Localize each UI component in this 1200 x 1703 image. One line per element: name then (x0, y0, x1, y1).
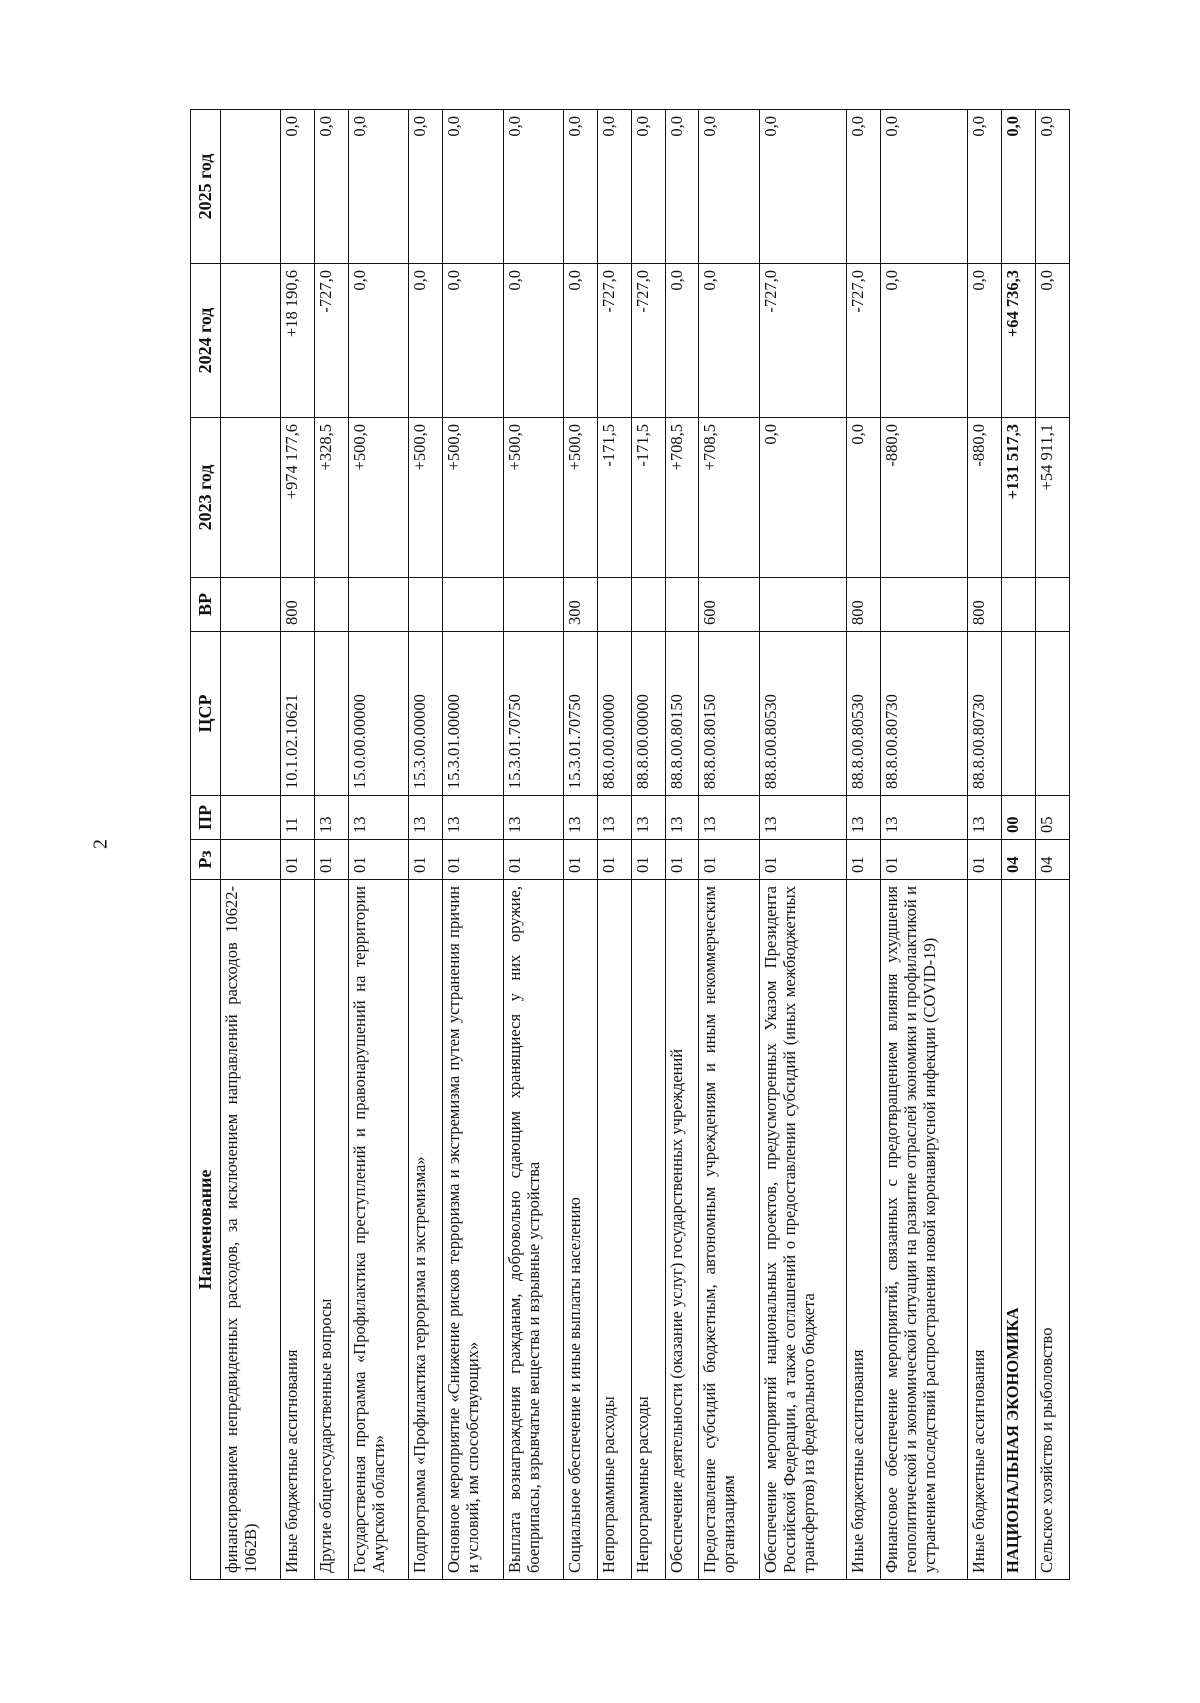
cell-vr: 800 (968, 578, 1002, 632)
cell-2025: 0,0 (315, 110, 349, 264)
cell-rz: 01 (598, 840, 632, 880)
header-rz: Рз (191, 840, 221, 880)
cell-2024: 0,0 (665, 264, 699, 418)
cell-vr (220, 578, 281, 632)
cell-name: Выплата вознаграждения гражданам, добровольно сдающим хранящиеся у них оружие, боеприпасы, взрывчатые вещества и взрывные устройства (503, 880, 564, 1580)
table-row (699, 110, 760, 1580)
header-2025: 2025 год (191, 110, 221, 264)
cell-2024: 0,0 (564, 264, 598, 418)
header-2024: 2024 год (191, 264, 221, 418)
cell-rz: 01 (409, 840, 443, 880)
cell-pr: 11 (281, 796, 315, 840)
cell-name: Финансовое обеспечение мероприятий, связанных с предотвращением влияния ухудшения геополитической и экономической ситуации на развитие отраслей экономики и профилактикой и устранением последствий распространения новой коронавирусной инфекции (COVID-19) (881, 880, 968, 1580)
cell-name: Государственная программа «Профилактика преступлений и правонарушений на территории Амурской области» (348, 880, 409, 1580)
cell-2023: +328,5 (315, 418, 349, 578)
cell-vr (1036, 578, 1070, 632)
cell-rz: 01 (665, 840, 699, 880)
table-header-row (191, 110, 221, 1580)
cell-2024: +18 190,6 (281, 264, 315, 418)
cell-2024: 0,0 (348, 264, 409, 418)
cell-name: Социальное обеспечение и иные выплаты населению (564, 880, 598, 1580)
cell-2023: +500,0 (564, 418, 598, 578)
cell-csr: 88.8.00.80150 (699, 632, 760, 796)
cell-2024 (220, 264, 281, 418)
table-row (409, 110, 443, 1580)
cell-2023: -880,0 (968, 418, 1002, 578)
cell-csr: 88.8.00.00000 (631, 632, 665, 796)
cell-pr: 05 (1036, 796, 1070, 840)
cell-rz: 01 (760, 840, 847, 880)
cell-2023: -171,5 (598, 418, 632, 578)
table-row (315, 110, 349, 1580)
cell-rz: 01 (847, 840, 881, 880)
cell-csr: 88.0.00.00000 (598, 632, 632, 796)
cell-2024: 0,0 (968, 264, 1002, 418)
cell-name: Сельское хозяйство и рыболовство (1036, 880, 1070, 1580)
cell-2024: +64 736,3 (1002, 264, 1036, 418)
cell-name: Иные бюджетные ассигнования (968, 880, 1002, 1580)
cell-rz: 01 (348, 840, 409, 880)
cell-2024: 0,0 (409, 264, 443, 418)
cell-rz: 01 (699, 840, 760, 880)
cell-2025: 0,0 (968, 110, 1002, 264)
cell-2025: 0,0 (847, 110, 881, 264)
cell-vr (443, 578, 504, 632)
table-row (503, 110, 564, 1580)
cell-name: Предоставление субсидий бюджетным, автономным учреждениям и иным некоммерческим организациям (699, 880, 760, 1580)
budget-table (190, 109, 1070, 1580)
cell-pr: 13 (847, 796, 881, 840)
cell-2025 (220, 110, 281, 264)
cell-name: Другие общегосударственные вопросы (315, 880, 349, 1580)
cell-name: Подпрограмма «Профилактика терроризма и экстремизма» (409, 880, 443, 1580)
cell-rz: 04 (1002, 840, 1036, 880)
cell-name: Непрограммные расходы (598, 880, 632, 1580)
cell-2024: 0,0 (699, 264, 760, 418)
cell-vr (1002, 578, 1036, 632)
cell-csr (1036, 632, 1070, 796)
cell-rz: 01 (503, 840, 564, 880)
cell-2025: 0,0 (1002, 110, 1036, 264)
header-2023: 2023 год (191, 418, 221, 578)
cell-pr: 13 (881, 796, 968, 840)
cell-2025: 0,0 (281, 110, 315, 264)
cell-name: Обеспечение мероприятий национальных проектов, предусмотренных Указом Президента Российской Федерации, а также соглашений о предоставлении субсидий (иных межбюджетных трансфертов) из федерального бюджета (760, 880, 847, 1580)
table-row (220, 110, 281, 1580)
cell-rz: 01 (968, 840, 1002, 880)
cell-2024: -727,0 (315, 264, 349, 418)
cell-rz: 01 (881, 840, 968, 880)
cell-vr (348, 578, 409, 632)
cell-2023: 0,0 (847, 418, 881, 578)
cell-name: Обеспечение деятельности (оказание услуг) государственных учреждений (665, 880, 699, 1580)
cell-2023: 0,0 (760, 418, 847, 578)
cell-2023: +500,0 (409, 418, 443, 578)
table-row (665, 110, 699, 1580)
cell-2025: 0,0 (1036, 110, 1070, 264)
cell-vr (631, 578, 665, 632)
cell-rz: 01 (315, 840, 349, 880)
cell-pr: 13 (631, 796, 665, 840)
table-row (847, 110, 881, 1580)
cell-2025: 0,0 (665, 110, 699, 264)
cell-2024: 0,0 (881, 264, 968, 418)
cell-csr: 15.3.01.70750 (564, 632, 598, 796)
cell-2025: 0,0 (564, 110, 598, 264)
cell-name: Иные бюджетные ассигнования (281, 880, 315, 1580)
cell-vr: 800 (847, 578, 881, 632)
budget-table-container (190, 110, 1070, 1580)
cell-csr: 10.1.02.10621 (281, 632, 315, 796)
cell-pr: 13 (598, 796, 632, 840)
table-row (631, 110, 665, 1580)
cell-name: финансированием непредвиденных расходов, за исключением направлений расходов 10622-1062В) (220, 880, 281, 1580)
cell-csr: 15.3.01.00000 (443, 632, 504, 796)
table-row (598, 110, 632, 1580)
cell-pr: 13 (760, 796, 847, 840)
cell-csr: 88.8.00.80730 (968, 632, 1002, 796)
table-row (348, 110, 409, 1580)
cell-2024: -727,0 (760, 264, 847, 418)
cell-2025: 0,0 (881, 110, 968, 264)
cell-2025: 0,0 (503, 110, 564, 264)
cell-2024: -727,0 (631, 264, 665, 418)
cell-pr (220, 796, 281, 840)
table-row (281, 110, 315, 1580)
table-row (564, 110, 598, 1580)
cell-2024: -727,0 (847, 264, 881, 418)
cell-rz: 01 (564, 840, 598, 880)
cell-2024: 0,0 (443, 264, 504, 418)
cell-pr: 13 (503, 796, 564, 840)
cell-2024: -727,0 (598, 264, 632, 418)
cell-pr: 13 (315, 796, 349, 840)
cell-vr (760, 578, 847, 632)
cell-csr: 15.3.00.00000 (409, 632, 443, 796)
cell-rz (220, 840, 281, 880)
cell-2023 (220, 418, 281, 578)
cell-csr: 88.8.00.80530 (760, 632, 847, 796)
cell-2025: 0,0 (699, 110, 760, 264)
cell-vr: 600 (699, 578, 760, 632)
table-row (1036, 110, 1070, 1580)
cell-csr: 88.8.00.80150 (665, 632, 699, 796)
cell-vr (598, 578, 632, 632)
cell-2025: 0,0 (348, 110, 409, 264)
cell-pr: 13 (564, 796, 598, 840)
header-vr: ВР (191, 578, 221, 632)
cell-name: Иные бюджетные ассигнования (847, 880, 881, 1580)
cell-2023: +708,5 (699, 418, 760, 578)
cell-pr: 13 (968, 796, 1002, 840)
header-pr: ПР (191, 796, 221, 840)
cell-2023: +500,0 (348, 418, 409, 578)
table-row (881, 110, 968, 1580)
cell-csr (315, 632, 349, 796)
cell-2024: 0,0 (1036, 264, 1070, 418)
cell-2023: +500,0 (443, 418, 504, 578)
cell-csr: 15.0.00.00000 (348, 632, 409, 796)
cell-2023: +708,5 (665, 418, 699, 578)
cell-2023: +54 911,1 (1036, 418, 1070, 578)
cell-vr (409, 578, 443, 632)
cell-2025: 0,0 (598, 110, 632, 264)
header-csr: ЦСР (191, 632, 221, 796)
table-row (443, 110, 504, 1580)
cell-2025: 0,0 (760, 110, 847, 264)
cell-rz: 04 (1036, 840, 1070, 880)
cell-2023: +500,0 (503, 418, 564, 578)
cell-2023: -880,0 (881, 418, 968, 578)
cell-name: Непрограммные расходы (631, 880, 665, 1580)
cell-csr (220, 632, 281, 796)
cell-2023: +131 517,3 (1002, 418, 1036, 578)
cell-2024: 0,0 (503, 264, 564, 418)
cell-rz: 01 (443, 840, 504, 880)
cell-csr: 88.8.00.80530 (847, 632, 881, 796)
table-row (968, 110, 1002, 1580)
table-row (1002, 110, 1036, 1580)
cell-name: НАЦИОНАЛЬНАЯ ЭКОНОМИКА (1002, 880, 1036, 1580)
cell-vr (881, 578, 968, 632)
table-row (760, 110, 847, 1580)
cell-2023: -171,5 (631, 418, 665, 578)
cell-2025: 0,0 (409, 110, 443, 264)
cell-pr: 13 (409, 796, 443, 840)
cell-pr: 13 (348, 796, 409, 840)
cell-vr (665, 578, 699, 632)
cell-vr (503, 578, 564, 632)
cell-vr: 300 (564, 578, 598, 632)
cell-2023: +974 177,6 (281, 418, 315, 578)
cell-pr: 00 (1002, 796, 1036, 840)
page-number: 2 (89, 839, 112, 849)
cell-rz: 01 (631, 840, 665, 880)
header-name: Наименование (191, 880, 221, 1580)
cell-rz: 01 (281, 840, 315, 880)
cell-pr: 13 (699, 796, 760, 840)
cell-csr: 88.8.00.80730 (881, 632, 968, 796)
cell-csr: 15.3.01.70750 (503, 632, 564, 796)
cell-vr: 800 (281, 578, 315, 632)
cell-vr (315, 578, 349, 632)
cell-pr: 13 (443, 796, 504, 840)
cell-pr: 13 (665, 796, 699, 840)
cell-2025: 0,0 (631, 110, 665, 264)
cell-name: Основное мероприятие «Снижение рисков терроризма и экстремизма путем устранения причин и условий, им способствующих» (443, 880, 504, 1580)
cell-csr (1002, 632, 1036, 796)
cell-2025: 0,0 (443, 110, 504, 264)
